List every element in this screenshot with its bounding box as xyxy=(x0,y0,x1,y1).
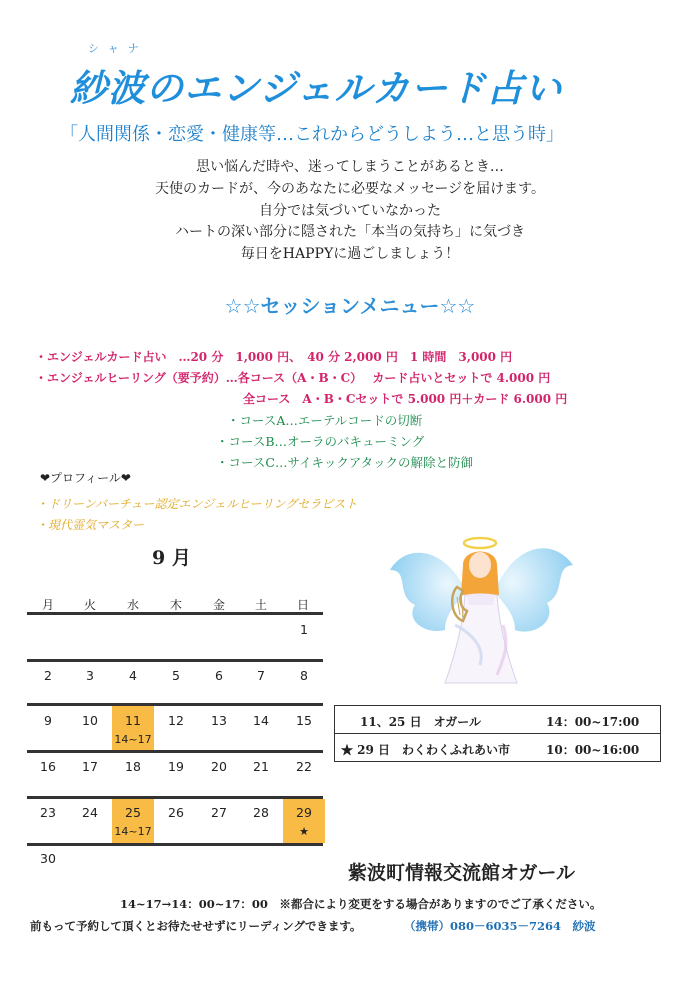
week-divider xyxy=(27,843,323,846)
weekday-sat: 土 xyxy=(254,598,267,612)
calendar-day: 27 xyxy=(211,805,227,820)
weekday-wed: 水 xyxy=(126,598,139,612)
calendar-day: 1 xyxy=(300,622,308,637)
intro-line-3: 自分では気づいていなかった xyxy=(259,203,441,219)
reservation-note: 前もって予約して頂くとお待たせせずにリーディングできます。 xyxy=(30,919,362,933)
schedule-row-2-time: 10：00~16:00 xyxy=(546,743,640,757)
schedule-row-1-days: 11、25 日 オガール xyxy=(360,715,481,729)
intro-line-4: ハートの深い部分に隠された「本当の気持ち」に気づき xyxy=(175,224,525,240)
calendar-day: 17 xyxy=(82,759,98,774)
calendar-day: 30 xyxy=(40,851,56,866)
calendar-day: 8 xyxy=(300,668,308,683)
calendar-day: 11 xyxy=(125,713,141,728)
course-b: ・コースB…オーラのバキューミング xyxy=(216,434,425,449)
calendar-day: 14 xyxy=(253,713,269,728)
day-25-time: 14~17 xyxy=(114,825,152,838)
week-divider xyxy=(27,750,323,753)
intro-line-1: 思い悩んだ時や、迷ってしまうことがあるとき… xyxy=(196,159,504,175)
calendar-day: 10 xyxy=(82,713,98,728)
calendar-day: 21 xyxy=(253,759,269,774)
week-divider xyxy=(27,612,323,615)
weekday-sun: 日 xyxy=(296,598,309,612)
calendar-day: 2 xyxy=(44,668,52,683)
calendar-day: 28 xyxy=(253,805,269,820)
calendar-day: 16 xyxy=(40,759,56,774)
calendar-day: 9 xyxy=(44,713,52,728)
menu-heading: ☆☆セッションメニュー☆☆ xyxy=(224,294,476,318)
weekday-tue: 火 xyxy=(83,598,96,612)
calendar-month: 9 月 xyxy=(152,547,191,569)
subtitle: 「人間関係・恋愛・健康等…これからどうしよう…と思う時」 xyxy=(60,124,564,145)
calendar-day: 18 xyxy=(125,759,141,774)
venue-name: 紫波町情報交流館オガール xyxy=(348,862,576,884)
day-29-star: ★ xyxy=(299,825,309,838)
calendar-day: 3 xyxy=(86,668,94,683)
menu-item-healing: ・エンジェルヒーリング（要予約）…各コース（A・B・C） カード占いとセットで 4.000 円 xyxy=(35,371,551,385)
contact-info: （携帯）080－6035－7264 紗波 xyxy=(404,919,596,933)
calendar-day: 29 xyxy=(296,805,312,820)
angel-illustration xyxy=(385,525,575,685)
weekday-fri: 金 xyxy=(212,598,225,612)
calendar-day: 20 xyxy=(211,759,227,774)
course-a: ・コースA…エーテルコードの切断 xyxy=(227,413,423,428)
weekday-mon: 月 xyxy=(41,598,54,612)
day-11-time: 14~17 xyxy=(114,733,152,746)
week-divider xyxy=(27,796,323,799)
schedule-row-2-days: ★ 29 日 わくわくふれあい市 xyxy=(341,743,511,757)
time-note: 14~17→14：00~17：00 ※都合により変更をする場合がありますのでご了承ください。 xyxy=(120,897,602,911)
profile-item-2: ・現代霊気マスター xyxy=(36,518,145,532)
week-divider xyxy=(27,703,323,706)
calendar-day: 13 xyxy=(211,713,227,728)
intro-line-2: 天使のカードが、今のあなたに必要なメッセージを届けます。 xyxy=(154,181,546,197)
intro-line-5: 毎日をHAPPYに過ごしましょう！ xyxy=(240,246,460,262)
calendar-day: 25 xyxy=(125,805,141,820)
calendar-day: 26 xyxy=(168,805,184,820)
calendar-day: 23 xyxy=(40,805,56,820)
week-divider xyxy=(27,659,323,662)
calendar-day: 19 xyxy=(168,759,184,774)
calendar-day: 12 xyxy=(168,713,184,728)
calendar-day: 5 xyxy=(172,668,180,683)
calendar-day: 22 xyxy=(296,759,312,774)
weekday-thu: 木 xyxy=(169,598,182,612)
profile-item-1: ・ドリーンバーチュー認定エンジェルヒーリングセラピスト xyxy=(36,497,358,511)
calendar-day: 24 xyxy=(82,805,98,820)
menu-item-full-course: 全コース A・B・Cセットで 5.000 円＋カード 6.000 円 xyxy=(243,392,568,406)
page-title: 紗波のエンジェルカード占い xyxy=(70,67,563,110)
calendar-day: 6 xyxy=(215,668,223,683)
calendar-day: 15 xyxy=(296,713,312,728)
title-ruby: シャナ xyxy=(88,42,148,55)
schedule-row-1-time: 14：00~17:00 xyxy=(546,715,640,729)
profile-title: ❤プロフィール❤ xyxy=(40,471,131,485)
calendar-day: 7 xyxy=(257,668,265,683)
course-c: ・コースC…サイキックアタックの解除と防御 xyxy=(216,455,473,470)
calendar-day: 4 xyxy=(129,668,137,683)
menu-item-card-reading: ・エンジェルカード占い …20 分 1,000 円、 40 分 2,000 円 1 時間 3,000 円 xyxy=(35,350,513,364)
schedule-divider xyxy=(334,733,661,734)
